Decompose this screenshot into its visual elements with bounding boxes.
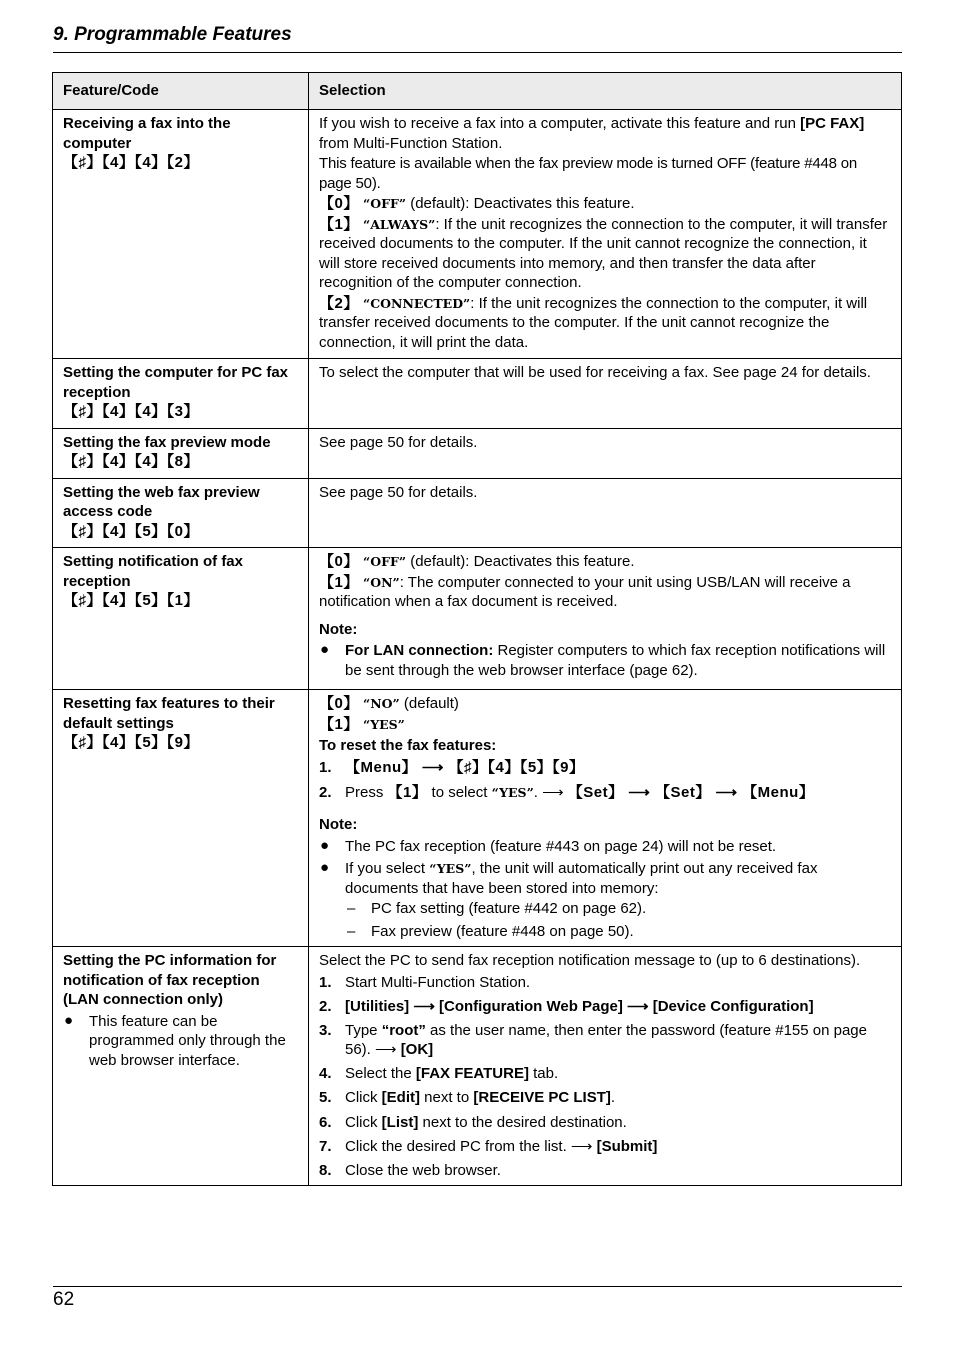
text: : If the unit recognizes the connection to the computer, it will transfer received documents to the computer. If the unit cannot recognize the connection, it will print the data. [319, 294, 868, 351]
feature-name: Setting the fax preview mode [63, 433, 271, 451]
page-number: 62 [53, 1289, 75, 1310]
step-number: 7. [319, 1137, 332, 1155]
feature-cell [53, 690, 309, 947]
step-number: 2. [319, 997, 332, 1015]
feature-code: 【♯】【4】【5】【1】 [63, 592, 200, 609]
note-list [319, 837, 891, 942]
feature-name: Setting the computer for PC fax reception [63, 364, 289, 401]
sub-list-item [345, 922, 891, 942]
paragraph: See page 50 for details. [319, 433, 478, 451]
table-row [53, 947, 902, 1186]
step-number: 2. [319, 784, 332, 801]
text: Click the desired PC from the list. ⟶ [345, 1137, 597, 1155]
paragraph: See page 50 for details. [319, 483, 478, 501]
text: Type [345, 1021, 382, 1039]
text: . [610, 1089, 616, 1107]
feature-name: Setting the web fax preview access code [63, 483, 260, 520]
option-value: “YES” [363, 716, 405, 732]
button-ref: [List] [381, 1113, 419, 1131]
note-heading: Note: [319, 620, 358, 638]
paragraph [319, 114, 891, 153]
key-label: 【0】 [319, 195, 359, 212]
option-value: “NO” [363, 696, 400, 711]
sub-list [345, 899, 891, 941]
text: next to [420, 1089, 474, 1107]
step [319, 1137, 891, 1157]
feature-cell [53, 478, 309, 548]
text: Register computers to which fax reception notifications will be sent through the web browser interface (page 62). [345, 642, 886, 679]
text: The PC fax reception (feature #443 on page 24) will not be reset. [345, 837, 777, 855]
option-value: “CONNECTED” [363, 295, 471, 311]
step-number: 1. [319, 758, 332, 776]
table-row [53, 478, 902, 548]
feature-code: 【♯】【4】【5】【9】 [63, 734, 200, 751]
paragraph: This feature is available when the fax preview mode is turned OFF (feature #448 on page 50). [319, 155, 858, 192]
section-title: 9. Programmable Features [53, 24, 292, 45]
bullet-icon: ● [64, 1011, 74, 1029]
key-label: 【1】 [319, 215, 359, 233]
button-ref: [Submit] [596, 1137, 658, 1155]
text: . ⟶ [533, 784, 568, 801]
selection-cell [309, 110, 902, 359]
feature-code: 【♯】【4】【5】【0】 [63, 522, 200, 540]
feature-cell [53, 428, 309, 478]
key-label: 【0】 [319, 695, 359, 712]
text: tab. [528, 1065, 559, 1083]
table-row [53, 359, 902, 429]
note-list [319, 641, 891, 680]
text: Click [345, 1089, 382, 1107]
text: : If the unit recognizes the connection to the computer, it will transfer received documents to the computer. If the unit cannot recognize the connection, it will store received documents into memory, and then transfer the data after recognition of the computer connection. [319, 215, 888, 291]
dash-icon: – [347, 900, 356, 918]
selection-cell [309, 359, 902, 429]
option-value: “ALWAYS” [363, 216, 436, 232]
step-number: 5. [319, 1089, 332, 1107]
key-label: 【0】 [319, 553, 359, 570]
button-ref: [FAX FEATURE] [415, 1065, 529, 1083]
feature-code: 【♯】【4】【4】【8】 [63, 453, 200, 470]
text: Fax preview (feature #448 on page 50). [371, 922, 634, 940]
step-number: 4. [319, 1065, 332, 1083]
feature-cell [53, 359, 309, 429]
feature-code: 【♯】【4】【4】【2】 [63, 154, 200, 171]
table-row [53, 428, 902, 478]
reset-steps [319, 758, 891, 803]
selection-cell [309, 690, 902, 947]
option-value: “YES” [429, 861, 472, 877]
sub-list-item [345, 899, 891, 919]
feature-name: Receiving a fax into the computer [63, 115, 231, 152]
text: (default) [399, 695, 459, 712]
option-value: “YES” [491, 785, 534, 800]
text: If you wish to receive a fax into a computer, activate this feature and run [319, 115, 801, 132]
text: , the unit will automatically print out any received fax documents that have been stored into memory: [345, 860, 818, 897]
text: Close the web browser. [345, 1161, 501, 1179]
option-1 [319, 215, 891, 293]
list-item [319, 641, 891, 680]
key-sequence: 【Menu】 ⟶ 【♯】【4】【5】【9】 [345, 758, 585, 776]
option-0 [319, 552, 891, 572]
bullet-icon: ● [320, 641, 330, 658]
option-value: “ON” [363, 574, 400, 590]
features-table [52, 72, 902, 1186]
paragraph: To select the computer that will be used for receiving a fax. See page 24 for details. [319, 364, 871, 381]
step-number: 8. [319, 1161, 332, 1179]
text: This feature can be programmed only through the web browser interface. [89, 1012, 286, 1069]
step-number: 3. [319, 1021, 332, 1039]
key-label: 【1】 [319, 573, 359, 591]
text: as the user name, then enter the password (feature #155 on page 56). ⟶ [345, 1021, 867, 1059]
reset-heading: To reset the fax features: [319, 737, 497, 754]
text: “root” [381, 1021, 426, 1039]
text: (default): Deactivates this feature. [406, 195, 635, 212]
step [319, 1113, 891, 1133]
feature-name: Setting notification of fax reception [63, 553, 243, 590]
paragraph: Select the PC to send fax reception notification message to (up to 6 destinations). [319, 952, 861, 970]
bullet-icon: ● [320, 836, 330, 854]
step [319, 783, 891, 803]
key-label: 【1】 [319, 715, 359, 733]
feature-cell [53, 947, 309, 1186]
selection-cell [309, 947, 902, 1186]
key-sequence: 【Set】 ⟶ 【Set】 ⟶ 【Menu】 [567, 784, 815, 801]
key-label: 【1】 [387, 784, 428, 801]
selection-cell [309, 548, 902, 690]
selection-cell [309, 478, 902, 548]
text: If you select [345, 860, 430, 878]
option-1 [319, 573, 891, 612]
feature-note [63, 1012, 298, 1071]
page-header [53, 22, 902, 53]
step-number: 1. [319, 973, 332, 991]
button-ref: [PC FAX] [800, 115, 865, 132]
feature-name: Resetting fax features to their default settings [63, 695, 275, 732]
step-number: 6. [319, 1113, 332, 1131]
button-ref: [OK] [400, 1041, 434, 1059]
text: Start Multi-Function Station. [345, 973, 531, 991]
button-ref: [Edit] [381, 1089, 420, 1107]
selection-cell [309, 428, 902, 478]
text: next to the desired destination. [418, 1113, 627, 1131]
step [319, 1161, 891, 1181]
option-1 [319, 715, 891, 735]
option-2 [319, 294, 891, 353]
step [319, 758, 891, 778]
text: to select [427, 784, 492, 801]
step [319, 1088, 891, 1108]
text: (default): Deactivates this feature. [406, 553, 635, 570]
table-row [53, 110, 902, 359]
text: PC fax setting (feature #442 on page 62). [371, 900, 647, 918]
bullet-icon: ● [320, 859, 330, 877]
feature-cell [53, 110, 309, 359]
table-row [53, 548, 902, 690]
text: from Multi-Function Station. [319, 134, 503, 152]
feature-code: 【♯】【4】【4】【3】 [63, 403, 200, 420]
step [319, 1064, 891, 1084]
text: Select the [345, 1065, 416, 1083]
text: : The computer connected to your unit using USB/LAN will receive a notification when a fax document is received. [319, 573, 851, 610]
feature-cell [53, 548, 309, 690]
col-feature-header: Feature/Code [53, 73, 309, 110]
option-value: “OFF” [363, 554, 407, 569]
text: For LAN connection: [345, 642, 494, 659]
text: Press [345, 784, 388, 801]
key-label: 【2】 [319, 294, 359, 312]
col-selection-header: Selection [309, 73, 902, 110]
list-item [319, 837, 891, 857]
step [319, 1021, 891, 1060]
text: [Utilities] ⟶ [Configuration Web Page] ⟶ [Device Configuration] [345, 997, 814, 1015]
option-0 [319, 694, 891, 714]
option-0 [319, 194, 891, 214]
step [319, 973, 891, 993]
table-header-row [53, 73, 902, 110]
dash-icon: – [347, 922, 356, 940]
step [319, 997, 891, 1017]
footer-rule [53, 1286, 902, 1287]
feature-name: Setting the PC information for notification of fax reception (LAN connection only) [63, 952, 277, 1009]
config-steps [319, 973, 891, 1181]
list-item [319, 859, 891, 941]
note-heading: Note: [319, 816, 358, 834]
text: Click [345, 1113, 382, 1131]
option-value: “OFF” [363, 196, 407, 211]
button-ref: [RECEIVE PC LIST] [473, 1089, 611, 1107]
table-row [53, 690, 902, 947]
